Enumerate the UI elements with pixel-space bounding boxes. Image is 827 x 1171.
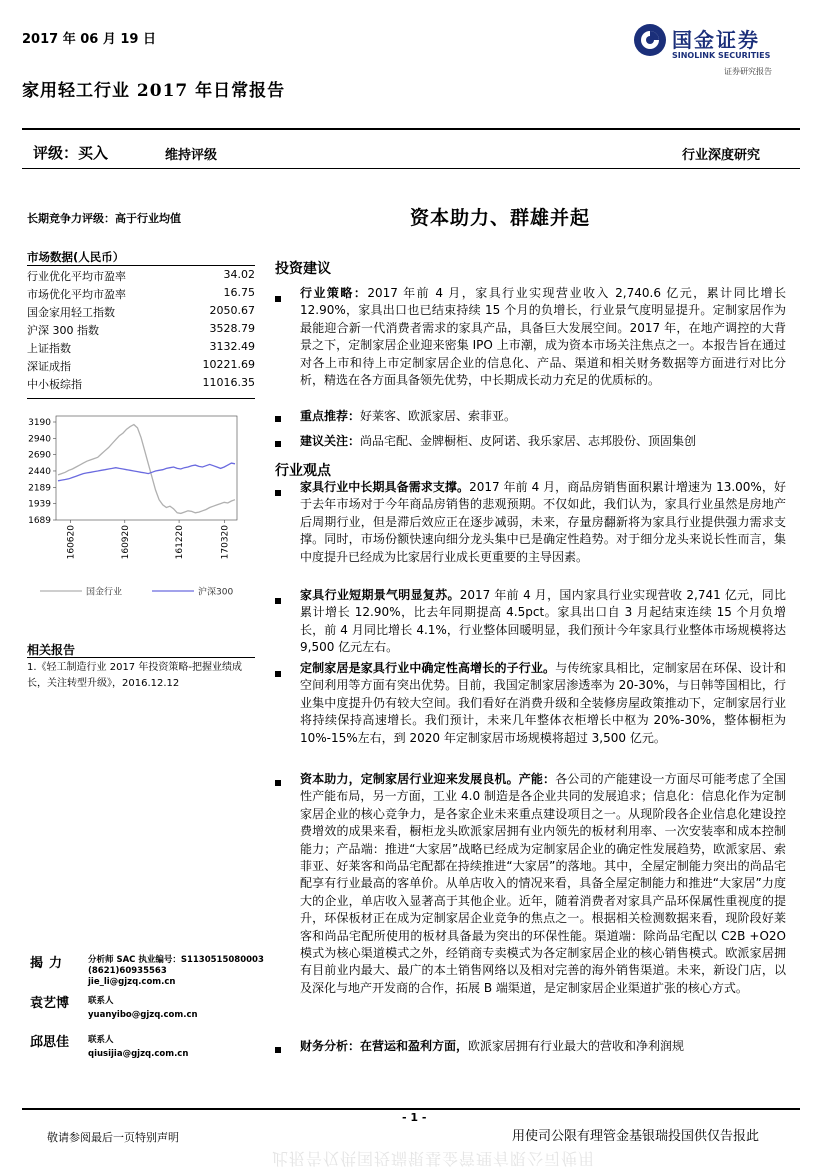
market-data-row: 中小板综指 11016.35 (27, 376, 255, 391)
market-data-row: 市场优化平均市盈率 16.75 (27, 286, 255, 301)
rating-maintain: 维持评级 (165, 148, 218, 163)
brand-name-en: SINOLINK SECURITIES (672, 51, 771, 60)
y-tick-label: 2189 (28, 483, 51, 494)
bullet-icon (275, 490, 281, 496)
analyst-contact: 分析师 SAC 执业编号：S1130515080003 (8621)60935563 jie_li@gjzq.com.cn (88, 955, 264, 987)
analyst-name: 袁艺博 (30, 996, 70, 1011)
views-section-title: 行业观点 (275, 463, 331, 479)
main-title: 资本助力、群雄并起 (410, 207, 591, 229)
bullet-icon (275, 296, 281, 302)
bullet-icon (275, 780, 281, 786)
report-type: 行业深度研究 (682, 148, 761, 163)
index-line-chart (22, 408, 257, 608)
brand-logo-icon (632, 22, 668, 58)
footer-rule (22, 1108, 800, 1110)
market-data-row: 沪深 300 指数 3528.79 (27, 322, 255, 337)
bullet-icon (275, 671, 281, 677)
report-title: 家用轻工行业 2017 年日常报告 (22, 81, 286, 101)
analyst-name: 揭力 (30, 956, 69, 971)
view-paragraph: 财务分析：在营运和盈利方面，欧派家居拥有行业最大的营收和净利润规 (300, 1039, 685, 1053)
footer-mirror-watermark: 此报告仅供国投瑞银基金管理有限公司使用 (272, 1149, 596, 1168)
analyst-name: 邱思佳 (30, 1035, 70, 1050)
y-tick-label: 1689 (28, 516, 51, 526)
market-data-row: 行业优化平均市盈率 34.02 (27, 268, 255, 283)
analyst-contact: 联系人 qiusijia@gjzq.com.cn (88, 1035, 189, 1059)
rating-label: 评级：买入 (33, 144, 109, 162)
market-data-title: 市场数据(人民币） (27, 250, 125, 264)
y-tick-label: 3190 (28, 418, 51, 428)
series-line (58, 463, 235, 481)
view-paragraph: 定制家居是家具行业中确定性高增长的子行业。与传统家具相比，定制家居在环保、设计和空间利用等方面有突出优势。目前，我国定制家居渗透率为 20-30%，与日韩等国相比，行业集中度提升仍有较大空间。我们看好在消费升级和全装修房屋政策推动下，定制家居行业将持续保持高速增长。我们预计，未来几年整体衣柜增长中枢为 20%-30%，整体橱柜为 10%-15%左右，到 2020 年定制家居市场规模将超过 3,500 亿元。 (300, 661, 786, 745)
long-term-rating: 长期竞争力评级：高于行业均值 (27, 212, 181, 225)
header-rule (22, 128, 800, 130)
market-data-row: 国金家用轻工指数 2050.67 (27, 304, 255, 319)
x-tick-label: 160920 (120, 525, 131, 560)
y-tick-label: 2690 (28, 450, 51, 461)
y-tick-label: 2440 (28, 466, 51, 477)
related-reports-title: 相关报告 (27, 643, 76, 657)
bullet-icon (275, 441, 281, 447)
bullet-icon (275, 416, 281, 422)
legend-label: 国金行业 (86, 587, 123, 598)
rating-rule (22, 168, 800, 169)
report-date: 2017 年 06 月 19 日 (22, 32, 156, 47)
y-tick-label: 2940 (28, 434, 51, 445)
x-tick-label: 170320 (220, 525, 231, 560)
market-data-row: 上证指数 3132.49 (27, 340, 255, 355)
invest-recommend: 重点推荐：好莱客、欧派家居、索菲亚。 (300, 409, 517, 423)
brand-name-cn: 国金证券 (672, 28, 760, 52)
bullet-icon (275, 598, 281, 604)
view-paragraph: 家具行业短期景气明显复苏。2017 年前 4 月，国内家具行业实现营收 2,741 亿元，同比累计增长 12.90%，比去年同期提高 4.5pct。家具出口自 3 月起结束连续 15 个月负增长，前 4 月同比增长 4.1%，行业整体回暖明显，我们预计今年家具行业整体市场规模将达 9,500 亿元左右。 (300, 588, 786, 655)
invest-focus: 建议关注：尚品宅配、金牌橱柜、皮阿诺、我乐家居、志邦股份、顶固集创 (300, 434, 697, 448)
related-rule (27, 657, 255, 658)
series-line (58, 425, 235, 514)
x-tick-label: 160620 (66, 525, 77, 560)
related-report-item: 1.《轻工制造行业 2017 年投资策略-把握业绩成长，关注转型升级》，2016.12.12 (27, 662, 242, 689)
invest-strategy: 行业策略：2017 年前 4 月，家具行业实现营业收入 2,740.6 亿元，累计同比增长 12.90%，家具出口也已结束持续 15 个月的负增长，行业景气度明显提升。定制家居作为最能迎合新一代消费者需求的家具产品，具备巨大发展空间。2017 年，在地产调控的大背景之下，定制家居企业迎来密集 IPO 上市潮，成为资本市场关注焦点之一。本报告旨在通过对各上市和待上市定制家居企业的信息化、产品、渠道和相关财务数据等方面进行对比分析，精选在各方面具备领先优势，中长期成长动力充足的优质标的。 (300, 286, 786, 388)
view-paragraph: 资本助力，定制家居行业迎来发展良机。产能：各公司的产能建设一方面尽可能考虑了全国性产能布局，另一方面，工业 4.0 制造是各企业共同的发展追求；信息化：信息化作为定制家居企业的核心竞争力，是各家企业未来重点建设项目之一。从现阶段各企业信息化建设控费增效的成果来看，橱柜龙头欧派家居拥有业内领先的板材利用率、一次安装率和成本控制能力；产品端：推进“大家居”战略已经成为定制家居企业的确定性发展趋势，欧派家居、索菲亚、好莱客和尚品宅配都在持续推进“大家居”的落地。其中，全屋定制能力突出的尚品宅配享有行业最高的客单价。从单店收入的情况来看，具备全屋定制能力和推进“大家居”力度大的企业，单店收入显著高于其他企业。近年，随着消费者对家具产品环保属性重视度的提升，环保板材正在成为定制家居企业竞争的焦点之一。根据相关检测数据来看，现阶段好莱客和尚品宅配所使用的板材具备最为突出的环保性能。渠道端：除尚品宅配以 C2B +O2O 模式为核心渠道模式之外，经销商专卖模式为各定制家居企业的核心销售模式。欧派家居拥有目前业内最大、最广的本土销售网络以及相对完善的海外销售渠道。未来，新设门店，以及深化与地产开发商的合作，拓展 B 端渠道，是定制家居企业渠道扩张的核心方式。 (300, 772, 786, 995)
footer-disclaimer: 敬请参阅最后一页特别声明 (47, 1131, 179, 1144)
plot-frame (56, 416, 237, 520)
brand-subtitle: 证券研究报告 (724, 67, 772, 76)
y-tick-label: 1939 (28, 499, 51, 510)
bullet-icon (275, 1047, 281, 1053)
legend-label: 沪深300 (198, 587, 234, 598)
market-data-row: 深证成指 10221.69 (27, 358, 255, 373)
invest-section-title: 投资建议 (275, 261, 331, 277)
market-data-rule (27, 265, 255, 266)
market-data-bottom-rule (27, 398, 255, 399)
page-number: - 1 - (402, 1111, 427, 1124)
view-paragraph: 家具行业中长期具备需求支撑。2017 年前 4 月，商品房销售面积累计增速为 13.00%，好于去年市场对于今年商品房销售的悲观预期。不仅如此，我们认为，家具行业虽然是房地产后周期行业，但是滞后效应正在逐步减弱，未来，存量房翻新将为家具行业提供强力需求支撑。同时，市场份额快速向细分龙头集中已是确定性趋势。对于细分龙头来说长性而言，集中度提升已经成为比家居行业成长更重要的主导因素。 (300, 480, 786, 564)
x-tick-label: 161220 (175, 525, 186, 560)
footer-watermark-text: 用使司公限有理管金基银瑞投国供仅告报此 (512, 1129, 760, 1144)
analyst-contact: 联系人 yuanyibo@gjzq.com.cn (88, 996, 198, 1020)
